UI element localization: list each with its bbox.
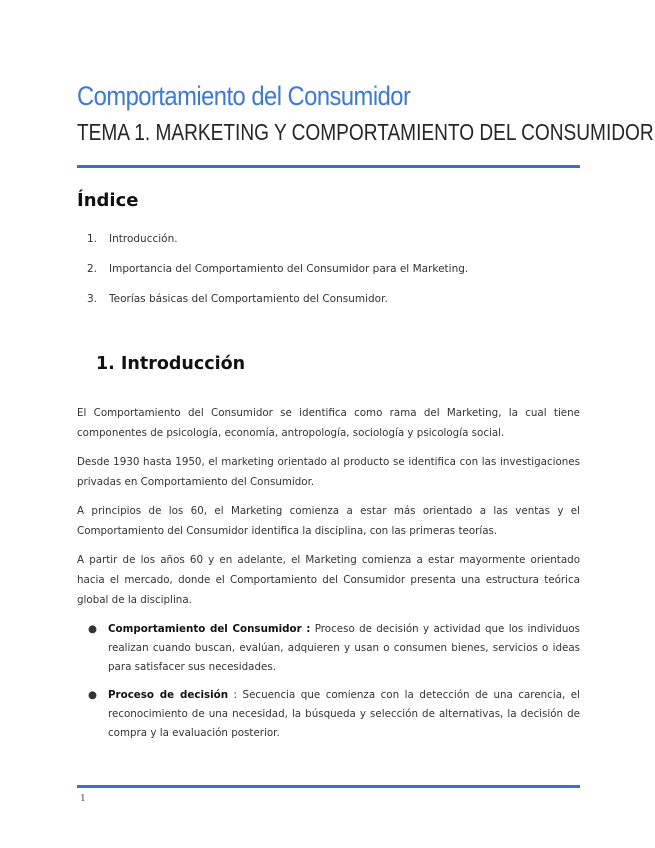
- bullet-icon: ●: [88, 623, 97, 635]
- toc-item[interactable]: [77, 290, 580, 320]
- toc-item[interactable]: [77, 230, 580, 260]
- toc-item-label[interactable]: Teorías básicas del Comportamiento del Consumidor.: [109, 293, 388, 305]
- section-body: [77, 403, 580, 752]
- definition-term: Comportamiento del Consumidor :: [108, 623, 311, 635]
- header-divider: [77, 165, 580, 168]
- document-subtitle: TEMA 1. MARKETING Y COMPORTAMIENTO DEL CONSUMIDOR: [77, 119, 654, 145]
- definition-text: : Secuencia que comienza con la detección de una carencia, el reconocimiento de una necesidad, la búsqueda y selección de alternativas, la decisión de compra y la evaluación posterior.: [108, 689, 580, 739]
- page-number: 1: [80, 792, 86, 804]
- definition-list: [77, 620, 580, 743]
- definition-term: Proceso de decisión: [108, 689, 229, 701]
- definition-item: [77, 686, 580, 743]
- toc-item-number: 2.: [87, 263, 98, 275]
- body-paragraph: A partir de los años 60 y en adelante, el Marketing comienza a estar mayormente orientado hacia el mercado, donde el Comportamiento del Consumidor presenta una estructura teórica global de la disciplina.: [77, 554, 580, 606]
- body-paragraph: Desde 1930 hasta 1950, el marketing orientado al producto se identifica con las investigaciones privadas en Comportamiento del Consumidor.: [77, 456, 580, 488]
- toc-item-label[interactable]: Importancia del Comportamiento del Consumidor para el Marketing.: [109, 263, 469, 275]
- document-title: Comportamiento del Consumidor: [77, 81, 411, 111]
- toc-heading: Índice: [77, 190, 139, 211]
- definition-item: [77, 620, 580, 677]
- definition-text: Proceso de decisión y actividad que los individuos realizan cuando buscan, evalúan, adquieren y usan o consumen bienes, servicios o ideas para satisfacer sus necesidades.: [108, 623, 581, 673]
- toc-item[interactable]: [77, 260, 580, 290]
- footer-divider: [77, 785, 580, 788]
- toc-item-label[interactable]: Introducción.: [109, 233, 178, 245]
- body-paragraph: El Comportamiento del Consumidor se identifica como rama del Marketing, la cual tiene componentes de psicología, economía, antropología, sociología y psicología social.: [77, 407, 580, 439]
- toc-item-number: 3.: [87, 293, 98, 305]
- body-paragraph: A principios de los 60, el Marketing comienza a estar más orientado a las ventas y el Comportamiento del Consumidor identifica la disciplina, con las primeras teorías.: [77, 505, 580, 537]
- bullet-icon: ●: [88, 689, 97, 701]
- section-heading-introduccion: 1. Introducción: [96, 354, 246, 374]
- toc-item-number: 1.: [87, 233, 98, 245]
- table-of-contents: [77, 230, 580, 320]
